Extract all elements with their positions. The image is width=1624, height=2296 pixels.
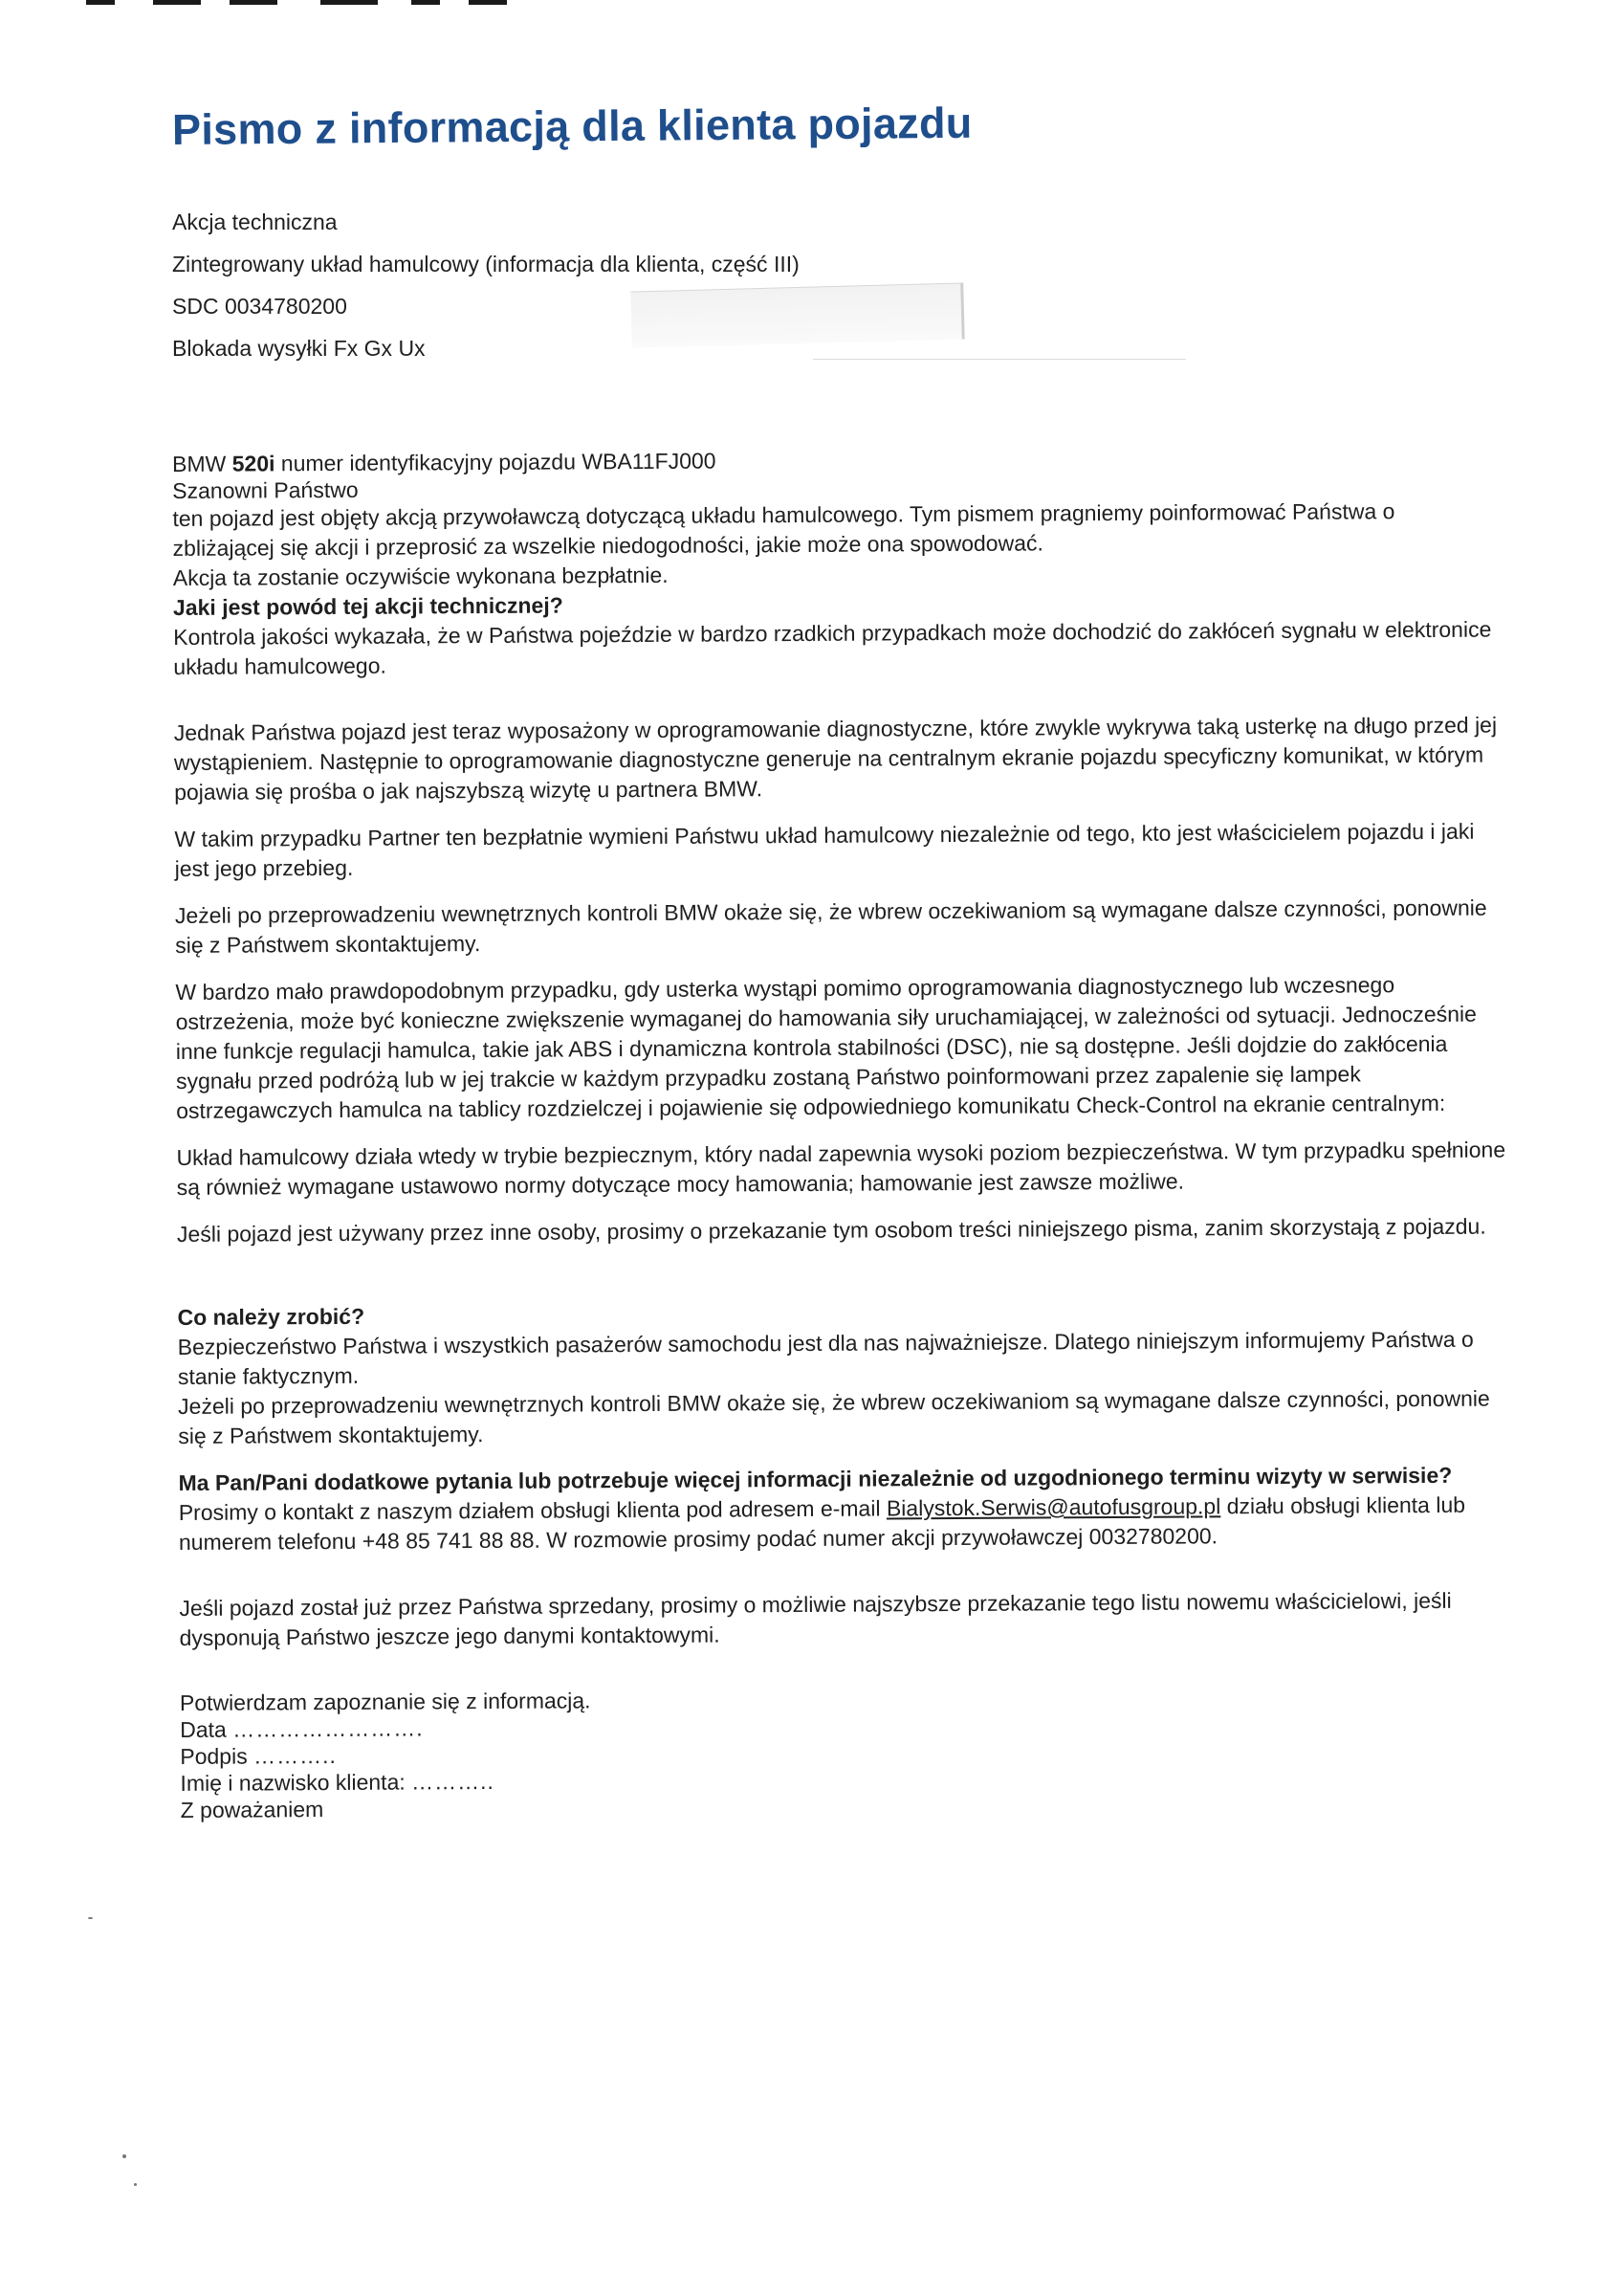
recall-header [172, 201, 1502, 369]
scan-speck [88, 1917, 93, 1919]
reason-paragraph-4: Jeżeli po przeprowadzeniu wewnętrznych kontroli BMW okaże się, że wbrew oczekiwaniom są wymagane dalsze czynności, ponownie się z Państwem skontaktujemy. [174, 894, 1487, 958]
header-line-2: Zintegrowany układ hamulcowy (informacja dla klienta, część III) [172, 252, 800, 276]
scan-speck [134, 2183, 137, 2186]
scan-speck [122, 2154, 126, 2158]
reason-heading: Jaki jest powód tej akcji technicznej? [172, 592, 563, 620]
date-label: Data [180, 1716, 227, 1742]
vehicle-model: 520i [231, 451, 275, 476]
reason-paragraph-1: Kontrola jakości wykazała, że w Państwa pojeździe w bardzo rzadkich przypadkach może dochodzić do zakłóceń sygnału w elektronice układu hamulcowego. [173, 616, 1492, 679]
vin-label: numer identyfikacyjny pojazdu [280, 449, 577, 476]
service-email-link[interactable]: Bialystok.Serwis@autofusgroup.pl [886, 1493, 1221, 1521]
page-title: Pismo z informacją dla klienta pojazdu [171, 98, 973, 154]
reason-paragraph-2: Jednak Państwa pojazd jest teraz wyposażony w oprogramowanie diagnostyczne, które zwykle wykrywa taką usterkę na długo przed jej wystąpieniem. Następnie to oprogramowanie diagnostyczne generuje na centralnym ekranie pojazdu specyficzny komunikat, w którym pojawia się prośba o jak najszybszą wizytę u partnera BMW. [173, 712, 1498, 805]
salutation: Szanowni Państwo [172, 476, 359, 503]
header-line-4: Blokada wysyłki Fx Gx Ux [172, 336, 426, 361]
signature-label: Podpis [180, 1743, 248, 1769]
customer-name-label: Imię i nazwisko klienta: [180, 1769, 406, 1796]
todo-paragraph-1: Bezpieczeństwo Państwa i wszystkich pasażerów samochodu jest dla nas najważniejsze. Dlatego niniejszym informujemy Państwa o stanie faktycznym. [177, 1326, 1474, 1389]
vin-value: WBA11FJ000 [582, 448, 716, 475]
reason-paragraph-5: W bardzo mało prawdopodobnym przypadku, gdy usterka wystąpi pomimo oprogramowania diagnostycznego lub wczesnego ostrzeżenia, może być konieczne zwiększenie wymaganej do hamowania siły uruchamiającej, w zależności od sytuacji. Jednocześnie inne funkcje regulacji hamulca, takie jak ABS i dynamiczna kontrola stabilności (DSC), nie są dostępne. Jeśli dojdzie do zakłócenia sygnału przed podróżą lub w jej trakcie w każdym przypadku zostaną Państwo poinformowani przez zapalenie się lampek ostrzegawczych hamulca na tablicy rozdzielczej i pojawienie się odpowiedniego komunikatu Check-Control na ekranie centralnym: [175, 972, 1477, 1123]
header-line-3: SDC 0034780200 [172, 294, 347, 319]
customer-name-dots: ……….. [411, 1768, 494, 1795]
sold-vehicle-paragraph: Jeśli pojazd został już przez Państwa sprzedany, prosimy o możliwie najszybsze przekazanie tego listu nowemu właścicielowi, jeśli dysponują Państwo jeszcze jego danymi kontaktowymi. [179, 1587, 1452, 1650]
reason-paragraph-6: Układ hamulcowy działa wtedy w trybie bezpiecznym, który nadal zapewnia wysoki poziom bezpieczeństwa. W tym przypadku spełnione są również wymagane ustawowo normy dotyczące mocy hamowania; hamowanie jest zawsze możliwe. [176, 1137, 1506, 1200]
questions-text-2: działu obsługi klienta lub numerem telefonu +48 85 741 88 88. W rozmowie prosimy podać numer akcji przywoławczej 0032780200. [178, 1491, 1466, 1555]
closing: Z poważaniem [180, 1797, 324, 1822]
header-line-1: Akcja techniczna [172, 210, 338, 234]
questions-heading: Ma Pan/Pani dodatkowe pytania lub potrzebuje więcej informacji niezależnie od uzgodnionego terminu wizyty w serwisie? [178, 1462, 1453, 1495]
free-of-charge-note: Akcja ta zostanie oczywiście wykonana bezpłatnie. [172, 562, 669, 590]
todo-heading: Co należy zrobić? [177, 1303, 365, 1330]
date-dots: ……………………. [232, 1715, 424, 1742]
letter-page [171, 98, 1506, 1823]
reason-paragraph-3: W takim przypadku Partner ten bezpłatnie wymieni Państwu układ hamulcowy niezależnie od tego, kto jest właścicielem pojazdu i jaki jest jego przebieg. [174, 818, 1475, 881]
confirmation-intro: Potwierdzam zapoznanie się z informacją. [179, 1688, 591, 1715]
vehicle-brand: BMW [172, 451, 227, 476]
reason-paragraph-7: Jeśli pojazd jest używany przez inne osoby, prosimy o przekazanie tym osobom treści niniejszego pisma, zanim skorzystają z pojazdu. [176, 1213, 1486, 1247]
signature-dots: ……….. [252, 1742, 337, 1769]
questions-paragraph [179, 1490, 1508, 1556]
letter-body [172, 443, 1510, 1823]
todo-paragraph-2: Jeżeli po przeprowadzeniu wewnętrznych kontroli BMW okaże się, że wbrew oczekiwaniom są wymagane dalsze czynności, ponownie się z Państwem skontaktujemy. [178, 1385, 1490, 1448]
intro-paragraph: ten pojazd jest objęty akcją przywoławczą dotyczącą układu hamulcowego. Tym pismem pragniemy poinformować Państwa o zbliżającej się akcji i przeprosić za wszelkie niedogodności, jakie może ona spowodować. [172, 498, 1395, 561]
questions-text-1: Prosimy o kontakt z naszym działem obsługi klienta pod adresem e-mail [178, 1495, 881, 1525]
